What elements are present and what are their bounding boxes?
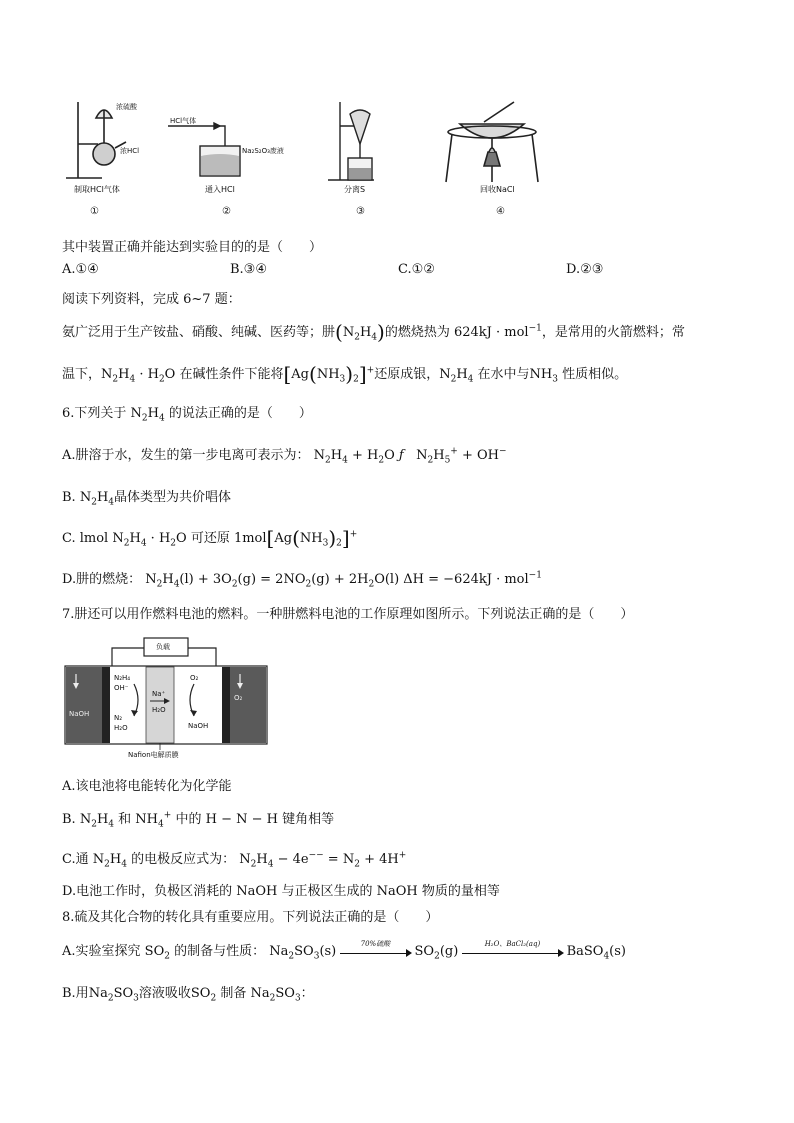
q8-option-a: A.实验室探究 $SO_2$ 的制备与性质： $Na_2SO_3(s)$ 70%硫酸 $SO_2(g)$ H₂O、BaCl₂(aq) BaSO$_4$(s) (62, 939, 626, 962)
left-ext-naoh: NaOH (69, 710, 90, 718)
anode-out-h2o: H₂O (114, 724, 128, 732)
q5-option-c: C.①② (398, 262, 435, 277)
q6-option-d: D.肼的燃烧： $N_2H_4(l) + 3O_2(g) = 2NO_2(g) + 2H_2O(l) \Delta H = -624kJ \cdot mol^{-1}$ (62, 570, 542, 590)
q7-option-b: B. $N_2H_4$ 和 $NH_4^+$ 中的 H − N − H 键角相等 (62, 810, 335, 830)
cathode-out-naoh: NaOH (188, 722, 209, 730)
q8-option-b-colon: ： (300, 986, 314, 1001)
q7-option-b-mid: 中的 (175, 812, 202, 827)
q6-option-a: A.肼溶于水，发生的第一步电离可表示为： $N_2H_4 + H_2O$ ƒ $N_2H_5^+ + OH^-$ (62, 446, 507, 466)
caption-apparatus-1: 制取HCl气体 (74, 185, 120, 194)
q6-option-c: C. lmol $N_2H_4 \cdot H_2O$ 可还原 $1mol[Ag(NH_3)_2]^+$ (62, 526, 358, 550)
q7-option-b-and: 和 (118, 812, 132, 827)
q5-stem: 其中装置正确并能达到实验目的的是（ ） (62, 240, 323, 255)
passage-text-2a: 温下， (62, 367, 102, 382)
number-apparatus-4: ④ (496, 206, 505, 217)
cathode-in-o2: O₂ (190, 674, 199, 682)
membrane-na: Na⁺ (152, 690, 166, 698)
passage-text-1c: ，是常用的火箭燃料；常 (541, 325, 685, 340)
q7-option-c: C.通 $N_2H_4$ 的电极反应式为： $N_2H_4 - 4e^{--} = N_2 + 4H^+$ (62, 850, 407, 870)
passage-intro: 阅读下列资料，完成 6~7 题： (62, 292, 241, 307)
q7-option-b-text: 键角相等 (282, 812, 335, 827)
reaction-arrow-1 (340, 939, 410, 959)
passage-text-2d: 在水中与 (477, 367, 530, 382)
number-apparatus-3: ③ (356, 206, 365, 217)
q8-option-b-text1: 溶液吸收 (138, 986, 191, 1001)
q6-option-b-text: 晶体类型为共价唱体 (114, 490, 232, 505)
passage-line-1: 氨广泛用于生产铵盐、硝酸、纯碱、医药等；肼$(N_2H_4)$的燃烧热为 624kJ · mol$^{-1}$，是常用的火箭燃料；常 (62, 320, 685, 344)
q7-stem: 7.肼还可以用作燃料电池的燃料。一种肼燃料电池的工作原理如图所示。下列说法正确的是（ ） (62, 607, 634, 622)
caption-apparatus-3: 分离S (344, 185, 366, 194)
label-hcl-gas: HCl气体 (170, 117, 197, 125)
label-conc-hcl: 浓HCl (120, 147, 140, 155)
right-ext-o2: O₂ (234, 694, 243, 702)
q6-stem: 6.下列关于 $N_2H_4$ 的说法正确的是（ ） (62, 406, 312, 424)
passage-text-2b: 在碱性条件下能将 (179, 367, 284, 382)
q7-option-d: D.电池工作时，负极区消耗的 NaOH 与正极区生成的 NaOH 物质的量相等 (62, 884, 500, 899)
q8-option-b-prefix: B.用 (62, 986, 89, 1001)
q6-stem-a: 6.下列关于 (62, 406, 127, 421)
q6-stem-b: 的说法正确的是（ ） (168, 406, 312, 421)
load-label: 负载 (156, 643, 170, 651)
membrane-caption: Nafion电解质膜 (128, 751, 179, 759)
q5-option-d: D.②③ (566, 262, 604, 277)
anode-in-n2h4: N₂H₄ (114, 674, 131, 682)
q8-option-b-text2: 制备 (220, 986, 247, 1001)
q8-stem: 8.硫及其化合物的转化具有重要应用。下列说法正确的是（ ） (62, 910, 439, 925)
label-conc-sulfuric: 浓硫酸 (116, 103, 137, 111)
q6-option-b-prefix: B. (62, 490, 76, 505)
q6-option-d-enthalpy: ΔH = −624kJ · mol (403, 572, 529, 587)
anode-out-n2: N₂ (114, 714, 123, 722)
q6-option-c-prefix: C. lmol (62, 531, 109, 546)
q7-option-c-prefix: C.通 (62, 852, 89, 867)
reaction-arrow-2-label: H₂O、BaCl₂(aq) (484, 939, 541, 948)
passage-text-1a: 氨广泛用于生产铵盐、硝酸、纯碱、医药等；肼 (62, 325, 336, 340)
q7-option-a: A.该电池将电能转化为化学能 (62, 779, 232, 794)
passage-text-2e: 性质相似。 (562, 367, 628, 382)
q6-option-d-prefix: D.肼的燃烧： (62, 572, 142, 587)
number-apparatus-2: ② (222, 206, 231, 217)
q7-option-b-prefix: B. (62, 812, 76, 827)
q8-option-a-text: 的制备与性质： (174, 944, 266, 959)
caption-apparatus-4: 回收NaCl (480, 185, 515, 194)
q6-option-b: B. $N_2H_4$晶体类型为共价唱体 (62, 490, 232, 508)
q6-option-a-mid: ƒ (398, 448, 404, 463)
q5-option-b: B.③④ (230, 262, 267, 277)
passage-line-2: 温下，$N_2H_4 \cdot H_2O$ 在碱性条件下能将$[Ag(NH_3)_2]^+$还原成银，$N_2H_4$ 在水中与$NH_3$ 性质相似。 (62, 362, 628, 386)
q6-option-a-text: A.肼溶于水，发生的第一步电离可表示为： (62, 448, 310, 463)
q8-option-b: B.用$Na_2SO_3$溶液吸收$SO_2$ 制备 $Na_2SO_3$： (62, 986, 314, 1004)
passage-text-2c: 还原成银， (374, 367, 440, 382)
passage-text-1b: 的燃烧热为 624kJ · mol (384, 325, 529, 340)
apparatus-figure (60, 96, 560, 226)
reaction-arrow-1-label: 70%硫酸 (360, 939, 391, 948)
label-na2s2o3-waste: Na₂S₂O₃废液 (242, 147, 284, 155)
caption-apparatus-2: 通入HCl (205, 185, 235, 194)
q7-option-c-text: 的电极反应式为： (131, 852, 236, 867)
membrane-h2o: H₂O (152, 706, 166, 714)
fuel-cell-diagram (64, 634, 270, 760)
number-apparatus-1: ① (90, 206, 99, 217)
q8-option-a-prefix: A.实验室探究 (62, 944, 141, 959)
q5-option-a: A.①④ (62, 262, 99, 277)
q6-option-c-text: 可还原 1mol (190, 531, 267, 546)
anode-in-oh: OH⁻ (114, 684, 129, 692)
reaction-arrow-2 (462, 939, 562, 959)
